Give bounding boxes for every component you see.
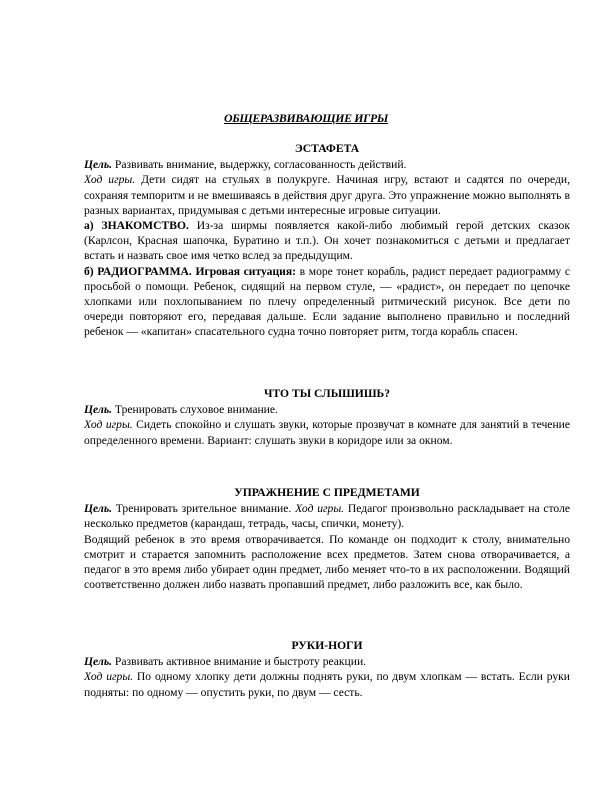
course-paragraph (84, 172, 570, 218)
variant-b-paragraph (84, 264, 570, 340)
section-heading: РУКИ-НОГИ (291, 639, 363, 652)
goal-paragraph (84, 654, 570, 669)
variant-a-text: Из-за ширмы появляется какой-либо любимый герой детских сказок (Карлсон, Красная шапочка, Буратино и т.п.). Он хочет познакомиться с детьми и предлагает встать и назвать свое имя четко вслед за предыдущим. (84, 219, 570, 263)
section-heading: УПРАЖНЕНИЕ С ПРЕДМЕТАМИ (234, 486, 420, 499)
course-text: По одному хлопку дети должны поднять руки, по двум хлопкам — встать. Если руки подняты: по одному — опустить руки, по двум — сесть. (84, 670, 570, 699)
goal-paragraph (84, 501, 570, 531)
course-label: Ход игры. (84, 418, 133, 432)
course-text: Дети сидят на стульях в полукруге. Начиная игру, встают и садятся по очереди, сохраняя темпоритм и не вмешиваясь в действия друг друга. Это упражнение можно выполнять в разных вариантах, придумывая с детьми интересные игровые ситуации. (84, 173, 570, 217)
variant-a-label: а) ЗНАКОМСТВО. (84, 219, 189, 233)
section-heading: ЭСТАФЕТА (294, 142, 360, 155)
course-paragraph (84, 669, 570, 699)
variant-a-paragraph (84, 218, 570, 264)
course-label: Ход игры. (84, 173, 136, 187)
body-paragraph: Водящий ребенок в это время отворачивается. По команде он подходит к столу, внимательно смотрит и старается запомнить расположение всех предметов. Затем снова отворачивается, а педагог в это время либо убирает один предмет, либо меняет что-то в их расположении. Водящий соответственно должен либо назвать пропавший предмет, либо разложить все, как было. (84, 532, 570, 592)
goal-label: Цель. (84, 158, 113, 172)
course-paragraph (84, 417, 570, 447)
goal-text: Развивать активное внимание и быстроту реакции. (112, 655, 367, 669)
goal-text: Тренировать слуховое внимание. (112, 403, 278, 417)
document-title: ОБЩЕРАЗВИВАЮЩИЕ ИГРЫ (223, 111, 389, 125)
course-label: Ход игры. (295, 502, 345, 516)
section-hands-legs (84, 638, 570, 700)
goal-paragraph (84, 402, 570, 417)
section-heading: ЧТО ТЫ СЛЫШИШЬ? (263, 387, 391, 400)
variant-b-text: в море тонет корабль, радист передает радиограмму с просьбой о помощи. Ребенок, сидящий на первом стуле, — «радист», он передает по цепочке хлопками или похлопыванием по плечу определенный ритмический рисунок. Все дети по очереди повторяют его, передавая дальше. Если задание выполнено правильно и последний ребенок — «капитан» спасательного судна точно повторяет ритм, тогда корабль спасен. (84, 264, 570, 339)
goal-text: Развивать внимание, выдержку, согласованность действий. (112, 158, 407, 172)
section-objects-exercise (84, 485, 570, 592)
goal-label: Цель. (84, 403, 113, 417)
section-what-do-you-hear (84, 386, 570, 448)
course-label: Ход игры. (84, 670, 134, 684)
goal-label: Цель. (84, 655, 113, 669)
goal-label: Цель. (84, 502, 113, 516)
section-estafeta (84, 141, 570, 340)
goal-paragraph (84, 157, 570, 172)
variant-b-label: б) РАДИОГРАММА. Игровая ситуация: (84, 264, 296, 278)
course-text: Сидеть спокойно и слушать звуки, которые прозвучат в комнате для занятий в течение определенного времени. Вариант: слушать звуки в коридоре или за окном. (84, 418, 571, 447)
course-text: Педагог произвольно раскладывает на столе несколько предметов (карандаш, тетрадь, часы, спички, монету). (84, 502, 571, 531)
goal-text: Тренировать зрительное внимание. (112, 502, 296, 516)
